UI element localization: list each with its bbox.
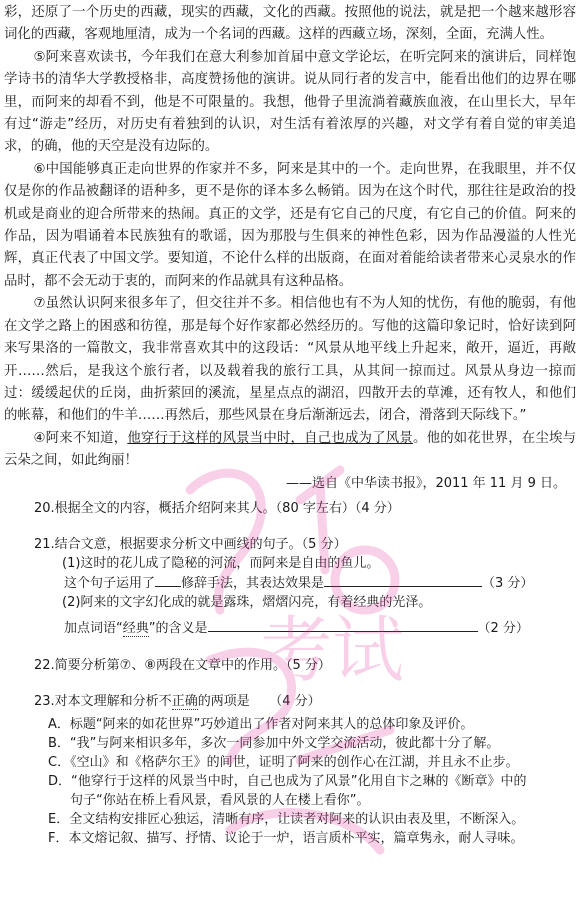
answer-blank-rhetoric[interactable] (155, 573, 181, 587)
passage-paragraph-8 (4, 428, 576, 473)
q21-1-label-b: 修辞手法，其表达效果是 (181, 575, 325, 591)
answer-blank-meaning[interactable] (208, 618, 478, 632)
option-d[interactable]: D．“他穿行于这样的风景当中时，自己也成为了风景”化用自卞之琳的《断章》中的 (48, 773, 527, 789)
passage-paragraph-4: 彩，还原了一个历史的西藏，现实的西藏，文化的西藏。按照他的说法，就是把一个越来越形容词化的西藏，客观地厘清，成为一个名词的西藏。这样的西藏立场，深刻，全面，充满人性。 (4, 5, 576, 43)
question-21-2-answer-line (4, 618, 576, 638)
q23-tail: 的两项是 （4 分） (197, 693, 321, 709)
question-21-1-answer-line (4, 573, 576, 593)
question-23 (4, 692, 576, 711)
option-a[interactable]: A．标题“阿来的如花世界”巧妙道出了作者对阿来其人的总体印象及评价。 (48, 716, 474, 732)
q23-lead: 23.对本文理解和分析不 (34, 693, 172, 709)
question-21: 21.结合文意，根据要求分析文中画线的句子。（5 分） (34, 536, 347, 552)
q21-1-label-a: 这个句子运用了 (64, 575, 156, 591)
source-citation: ——选自《中华读书报》，2011 年 11 月 9 日。 (285, 475, 566, 491)
q21-2-points: （2 分） (477, 620, 529, 636)
p8-tail: 。他的如花世界，在尘埃与云朵之间，如此绚丽！ (4, 430, 577, 469)
question-21-1: (1)这时的花儿成了隐秘的河流，而阿来是自由的鱼儿。 (62, 555, 380, 571)
exam-page (4, 2, 576, 848)
question-21-2: (2)阿来的文字幻化成的就是露珠，熠熠闪亮，有着经典的光泽。 (62, 594, 432, 610)
option-e[interactable]: E．全文结构安排匠心独运，清晰有序，让读者对阿来的认识由表及里，不断深入。 (48, 811, 525, 827)
option-c[interactable]: C．《空山》和《格萨尔王》的间世，证明了阿来的创作心在江湖，并且永不止步。 (48, 754, 519, 770)
option-f[interactable]: F．本文熔记叙、描写、抒情、议论于一炉，语言质朴平实，篇章隽永，耐人寻味。 (48, 830, 524, 846)
passage-paragraph-7: ⑦虽然认识阿来很多年了，但交往并不多。相信他也有不为人知的忧伤，有他的脆弱，有他在文学之路上的困惑和彷徨，那是每个好作家都必然经历的。写他的这篇印象记时，恰好读到阿来写果洛的一篇散文，我非常喜欢其中的这段话：“风景从地平线上升起来，敞开，逼近，再敞开……然后，是我这个旅行者，以及载着我的旅行工具，从其间一掠而过。风景从身边一掠而过：缓缓起伏的丘岗，曲折萦回的溪流，星星点点的湖沼，四散开去的草滩，还有牧人，和他们的帐幕，和他们的牛羊……再然后，那些风景在身后渐渐远去，闭合，滑落到天际线下。” (4, 296, 576, 424)
q21-2-label-a: 加点词语“ (64, 620, 123, 636)
question-20: 20.根据全文的内容，概括介绍阿来其人。（80 字左右）（4 分） (34, 500, 400, 516)
watermark-text: 考试 (260, 608, 405, 692)
answer-blank-effect[interactable] (324, 573, 482, 587)
q21-2-label-b: ”的含义是 (148, 620, 208, 636)
q23-dotted-word: 正确 (171, 693, 198, 709)
option-b[interactable]: B．“我”与阿来相识多年，多次一同参加中外文学交流活动，彼此都十分了解。 (48, 735, 500, 751)
option-d-continued: 句子“你站在桥上看风景，看风景的人在楼上看你”。 (70, 792, 370, 808)
p8-lead: ④阿来不知道， (33, 430, 128, 446)
passage-paragraph-5: ⑤阿来喜欢读书，今年我们在意大利参加首届中意文学论坛，在听完阿来的演讲后，同样饱学诗书的清华大学教授格非，高度赞扬他的演讲。说从同行者的发言中，能看出他们的边界在哪里，而阿来的却看不到，他是不可限量的。我想，他骨子里流淌着藏族血液，在山里长大，早年有过“游走”经历，对历史有着独到的认识，对生活有着浓厚的兴趣，对文学有着自觉的审美追求，的确，他的天空是没有边际的。 (4, 49, 576, 155)
passage-paragraph-6: ⑥中国能够真正走向世界的作家并不多，阿来是其中的一个。走向世界，在我眼里，并不仅仅是你的作品被翻译的语种多，更不是你的译本多么畅销。因为在这个时代，那往往是政治的投机或是商业的迎合所带来的热闹。真正的文学，还是有它自己的尺度，有它自己的价值。阿来的作品，因为唱诵着本民族独有的歌谣，因为那股与生俱来的神性色彩，因为作品漫溢的人性光辉，真正代表了中国文学。要知道，不论什么样的出版商，在面对着能给读者带来心灵泉水的作品时，都不会无动于衷的，而阿来的作品就具有这种品格。 (4, 161, 576, 289)
dotted-word: 经典 (122, 620, 149, 636)
underlined-sentence: 他穿行于这样的风景当中时，自己也成为了风景 (127, 430, 413, 446)
question-22: 22.简要分析第⑦、⑧两段在文章中的作用。（5 分） (34, 657, 331, 673)
q21-1-points: （3 分） (482, 575, 534, 591)
